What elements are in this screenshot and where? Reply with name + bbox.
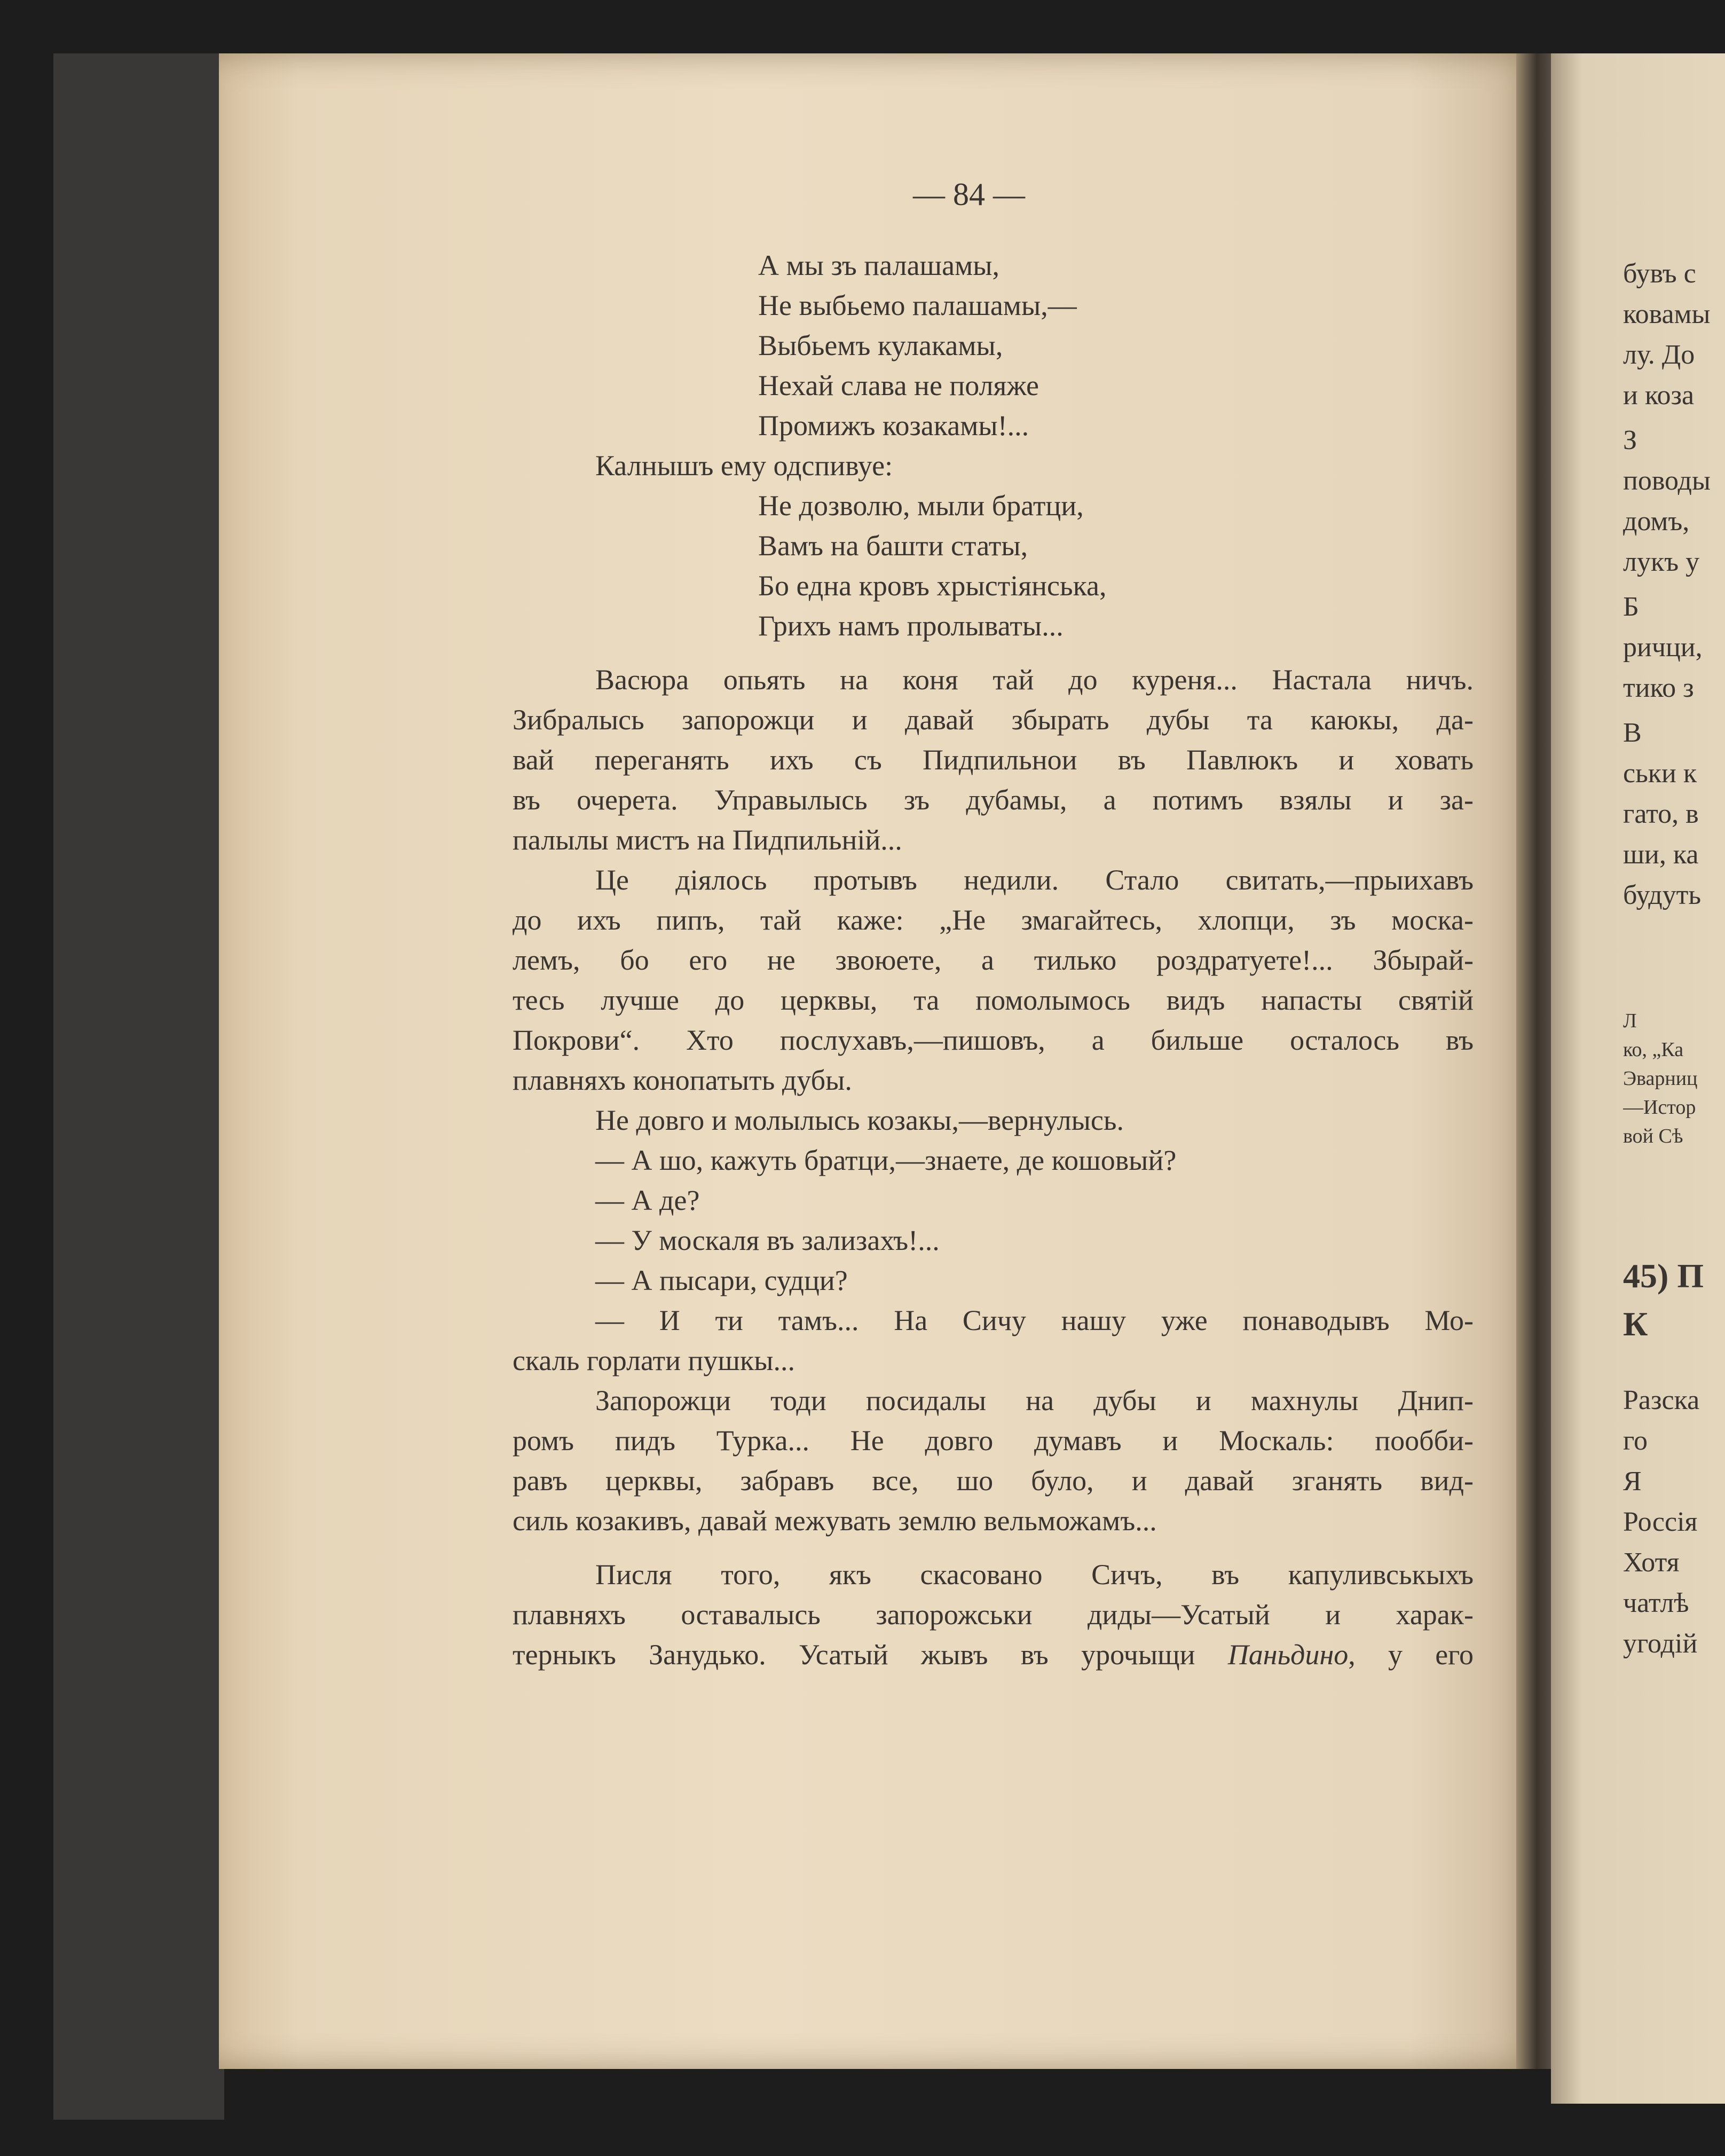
text-line-content: Писля того, якъ скасовано Сичъ, въ капуливськыхъ (595, 1559, 1474, 1591)
text-line (513, 700, 1474, 740)
right-page-text (1623, 254, 1725, 1664)
right-text-line: Хотя (1623, 1547, 1680, 1578)
right-text-line: будуть (1623, 880, 1702, 910)
text-line (513, 820, 1474, 860)
text-line (513, 406, 1474, 446)
right-text-line: лу. До (1623, 340, 1695, 370)
text-line (513, 980, 1474, 1020)
text-line-content: Запорожци тоди посидалы на дубы и махнулы Днип- (595, 1384, 1474, 1417)
spacer (1623, 1151, 1725, 1252)
text-line (513, 1555, 1474, 1595)
footnote-line: Эварниц (1623, 1067, 1698, 1090)
right-text-line: чатлѣ (1623, 1588, 1689, 1618)
text-line-content: — И ти тамъ... На Сичу нашу уже понаводывъ Мо- (595, 1304, 1474, 1336)
text-line-content: Нехай слава не поляже (758, 369, 1039, 402)
text-line-content: Грихъ намъ пролываты... (758, 610, 1064, 642)
text-line-content: палылы мистъ на Пидпильній... (513, 824, 902, 856)
page-number: — 84 — (913, 177, 1025, 212)
text-line (513, 246, 1474, 286)
text-line-content: терныкъ Занудько. Усатый жывъ въ урочыщи (513, 1639, 1195, 1671)
text-line (513, 286, 1474, 326)
right-text-line: Б (1623, 592, 1639, 622)
text-line (513, 900, 1474, 940)
spacer (1623, 916, 1725, 1006)
right-text-line: ши, ка (1623, 839, 1699, 870)
text-line (513, 1461, 1474, 1501)
footnote-line: вой Сѣ (1623, 1125, 1683, 1147)
right-text-line: Я (1623, 1466, 1642, 1497)
right-text-line: тико з (1623, 673, 1694, 703)
right-text-line: и коза (1623, 380, 1695, 411)
text-line (513, 1381, 1474, 1421)
text-line-content: Выбьемъ кулакамы, (758, 329, 1003, 361)
text-line (513, 606, 1474, 646)
section-heading-line2: К (1623, 1305, 1648, 1343)
text-line (513, 1221, 1474, 1261)
text-line (513, 740, 1474, 780)
right-text-line: ськи к (1623, 758, 1697, 789)
text-line-tail: , у его (1348, 1639, 1474, 1671)
section-heading: 45) П (1623, 1257, 1704, 1295)
text-line-content: плавняхъ оставалысь запорожськи диды—Усатый и харак- (513, 1599, 1474, 1631)
footnote-line: —Истор (1623, 1096, 1696, 1119)
text-line (513, 1341, 1474, 1381)
text-line-content: плавняхъ конопатыть дубы. (513, 1064, 852, 1096)
text-line-content: Не дозволю, мыли братци, (758, 490, 1084, 522)
text-line-content: силь козакивъ, давай межувать землю вельможамъ... (513, 1505, 1157, 1537)
text-line-content: Васюра опьять на коня тай до куреня... Настала ничъ. (595, 664, 1474, 696)
text-line-content: въ очерета. Управылысь зъ дубамы, а потимъ взялы и за- (513, 784, 1474, 816)
right-text-line: лукъ у (1623, 547, 1700, 577)
text-line (513, 1020, 1474, 1060)
right-text-line: Россія (1623, 1507, 1698, 1537)
text-line (513, 1140, 1474, 1181)
text-line (513, 660, 1474, 700)
text-line-content: Калнышъ ему одспивуе: (595, 450, 893, 482)
text-line (513, 1501, 1474, 1541)
text-line (513, 1181, 1474, 1221)
text-line-content: лемъ, бо его не звоюете, а тилько роздратуете!... Збырай- (513, 944, 1474, 976)
text-line-content: Покрови“. Хто послухавъ,—пишовъ, а бильше осталось въ (513, 1024, 1474, 1056)
text-line-content: Не довго и молылысь козакы,—вернулысь. (595, 1104, 1124, 1136)
text-line (513, 366, 1474, 406)
text-line-content: Бо една кровъ хрыстіянська, (758, 570, 1107, 602)
right-text-line: бувъ с (1623, 258, 1696, 289)
spacer (1623, 416, 1725, 420)
italic-place-name: Паньдино (1195, 1639, 1349, 1671)
right-text-line: поводы (1623, 466, 1711, 496)
footnote-line: ко, „Ка (1623, 1038, 1684, 1061)
text-line (513, 1421, 1474, 1461)
text-line (513, 1100, 1474, 1140)
text-line-content: — А де? (595, 1184, 700, 1216)
text-line-content: тесь лучше до церквы, та помолымось видъ напасты святій (513, 984, 1474, 1016)
text-line-content: Вамъ на башти статы, (758, 530, 1028, 562)
text-line-content: — А шо, кажуть братци,—знаете, де кошовый? (595, 1144, 1177, 1176)
right-text-line: ковамы (1623, 299, 1711, 329)
paragraph-gap (513, 646, 1474, 660)
text-line-content: — У москаля въ зализахъ!... (595, 1224, 940, 1256)
text-line (513, 780, 1474, 820)
text-line-content: А мы зъ палашамы, (758, 249, 1000, 281)
right-text-line: ричци, (1623, 632, 1703, 663)
text-line (513, 526, 1474, 566)
text-line (513, 486, 1474, 526)
text-line-content: — А пысари, судци? (595, 1264, 848, 1296)
book-gutter (1516, 53, 1554, 2069)
text-line-content: Зибралысь запорожци и давай збырать дубы та каюкы, да- (513, 704, 1474, 736)
right-text-line: домъ, (1623, 506, 1690, 537)
text-line (513, 326, 1474, 366)
paragraph-gap (513, 1541, 1474, 1555)
text-line (513, 446, 1474, 486)
text-line-content: Це діялось протывъ недили. Стало свитать,—прыихавъ (595, 864, 1474, 896)
text-line-content: ромъ пидъ Турка... Не довго думавъ и Москаль: пообби- (513, 1425, 1474, 1457)
text-line (513, 1635, 1474, 1675)
right-text-line: З (1623, 425, 1637, 455)
text-line-content: равъ церквы, забравъ все, шо було, и давай зганять вид- (513, 1465, 1474, 1497)
text-line (513, 1060, 1474, 1100)
spacer (1623, 1348, 1725, 1380)
text-line-content: Не выбьемо палашамы,— (758, 289, 1077, 321)
text-line-content: скаль горлати пушкы... (513, 1344, 795, 1376)
right-text-line: Разска (1623, 1385, 1700, 1415)
left-page-text (513, 246, 1474, 1675)
text-line (513, 1301, 1474, 1341)
text-line-content: вай переганять ихъ съ Пидпильнои въ Павлюкъ и ховать (513, 744, 1474, 776)
right-text-line: В (1623, 718, 1642, 748)
footnote-line: Л (1623, 1010, 1637, 1032)
text-line (513, 1595, 1474, 1635)
text-line-content: до ихъ пипъ, тай каже: „Не змагайтесь, хлопци, зъ моска- (513, 904, 1474, 936)
spacer (1623, 583, 1725, 587)
right-text-line: го (1623, 1426, 1648, 1456)
text-line (513, 566, 1474, 606)
book-cover-edge (53, 53, 224, 2120)
text-line (513, 1261, 1474, 1301)
right-text-line: угодій (1623, 1628, 1698, 1659)
text-line (513, 860, 1474, 900)
text-line (513, 940, 1474, 980)
text-line-content: Промижъ козакамы!... (758, 410, 1029, 442)
right-text-line: гато, в (1623, 799, 1699, 829)
spacer (1623, 709, 1725, 713)
